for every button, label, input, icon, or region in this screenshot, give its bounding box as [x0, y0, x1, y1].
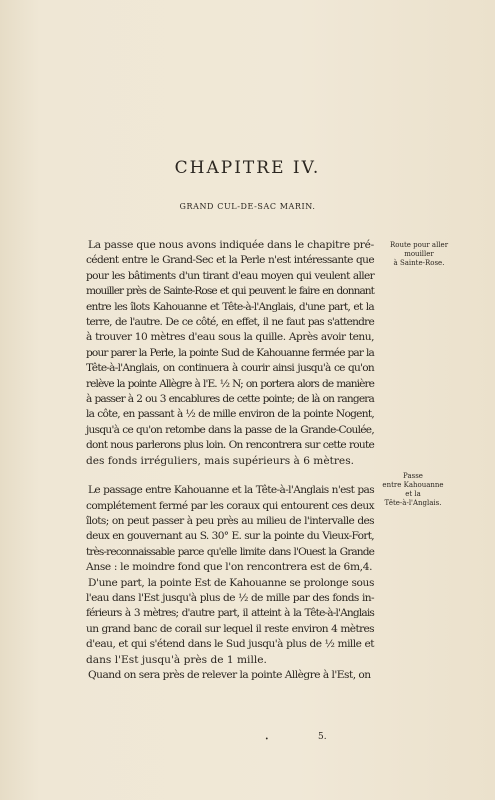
paragraph: [86, 238, 374, 469]
text-line: pour les bâtiments d'un tirant d'eau moyen qui veulent aller: [86, 269, 374, 282]
text-line: Anse : le moindre fond que l'on rencontrera est de 6m,4.: [86, 561, 373, 574]
text-line: la côte, en passant à ½ de mille environ de la pointe Nogent,: [86, 408, 374, 421]
margin-note-line: et la: [405, 490, 421, 498]
margin-note: [382, 472, 444, 508]
text-line: terre, de l'autre. De ce côté, en effet, il ne faut pas s'attendre: [86, 316, 374, 329]
text-line: Tête-à-l'Anglais, on continuera à courir ainsi jusqu'à ce qu'on: [86, 362, 374, 375]
margin-note-line: Tête-à-l'Anglais.: [384, 499, 442, 507]
text-line: pour parer la Perle, la pointe Sud de Kahouanne fermée par la: [86, 346, 374, 359]
text-line: îlots; on peut passer à peu près au milieu de l'intervalle des: [86, 514, 374, 527]
text-line: à passer à 2 ou 3 encablures de cette pointe; de là on rangera: [86, 393, 374, 406]
text-line: l'eau dans l'Est jusqu'à plus de ½ de mille par des fonds in-: [86, 591, 374, 604]
paragraph: [86, 483, 374, 575]
text-line: jusqu'à ce qu'on retombe dans la passe de la Grande-Coulée,: [86, 423, 374, 436]
margin-note-line: mouiller: [404, 250, 434, 258]
text-line: férieurs à 3 mètres; d'autre part, il atteint à la Tête-à-l'Anglais: [86, 607, 374, 620]
text-line: très-reconnaissable parce qu'elle limite dans l'Ouest la Grande: [86, 545, 374, 558]
text-line: deux en gouvernant au S. 30° E. sur la pointe du Vieux-Fort,: [86, 530, 374, 543]
text-line: dans l'Est jusqu'à près de 1 mille.: [86, 653, 267, 666]
text-line: à trouver 10 mètres d'eau sous la quille. Après avoir tenu,: [86, 331, 374, 344]
margin-note-line: Route pour aller: [389, 241, 449, 249]
chapter-subtitle: GRAND CUL-DE-SAC MARIN.: [179, 202, 316, 211]
text-line: complétement fermé par les coraux qui entourent ces deux: [86, 499, 374, 512]
margin-note: [380, 241, 458, 268]
paragraph: [86, 668, 374, 683]
text-line: d'eau, et qui s'étend dans le Sud jusqu'à plus de ½ mille et: [86, 638, 374, 651]
text-line: Quand on sera près de relever la pointe Allègre à l'Est, on: [88, 668, 371, 681]
body-text: [86, 238, 374, 683]
text-line: Le passage entre Kahouanne et la Tête-à-l'Anglais n'est pas: [88, 484, 374, 497]
margin-note-line: Passe: [403, 472, 423, 480]
margin-note-line: entre Kahouanne: [382, 481, 444, 489]
text-line: entre les îlots Kahouanne et Tête-à-l'Anglais, d'une part, et la: [86, 300, 374, 313]
text-line: mouiller près de Sainte-Rose et qui peuvent le faire en donnant: [86, 285, 374, 298]
text-line: des fonds irréguliers, mais supérieurs à 6 mètres.: [86, 454, 355, 467]
text-line: dont nous parlerons plus loin. On rencontrera sur cette route: [86, 439, 374, 452]
text-line: D'une part, la pointe Est de Kahouanne se prolonge sous: [88, 576, 374, 589]
text-line: relève la pointe Allègre à l'E. ½ N; on portera alors de manière: [86, 377, 374, 390]
text-line: La passe que nous avons indiquée dans le chapitre pré-: [88, 239, 374, 251]
text-line: cédent entre le Grand-Sec et la Perle n'est intéressante que: [86, 254, 374, 267]
margin-note-line: à Sainte-Rose.: [393, 259, 445, 267]
chapter-title: CHAPITRE IV.: [174, 158, 321, 178]
text-line: un grand banc de corail sur lequel il reste environ 4 mètres: [86, 622, 374, 635]
stray-mark: •: [265, 736, 269, 743]
paragraph: [86, 576, 374, 668]
page-number: 5.: [318, 732, 327, 742]
